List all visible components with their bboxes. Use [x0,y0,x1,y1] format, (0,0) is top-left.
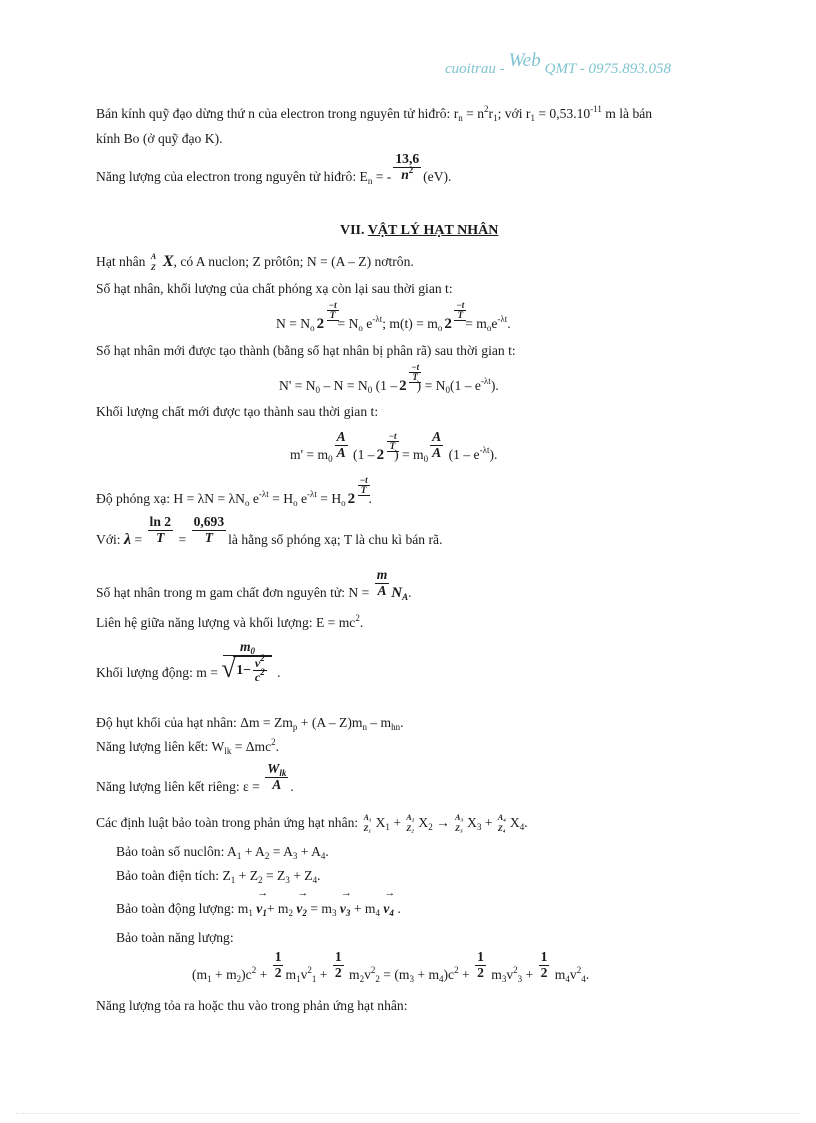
nuclei-count-line: Số hạt nhân trong m gam chất đơn nguyên tử: N = $\frac{m}{A}$ $N_A$. [96,567,412,602]
energy-conservation-equation: $(m_1 + m_2)c^2$ + $\frac{1}{2}$ $m_1v^2_1$ + $\frac{1}{2}$ $m_2v^2_2 = (m_3 + m_4)c^2$ + $\frac{1}{2}$ $m_3v^2_3$ + $\frac{1}{2}$ $m_4v^2_4$. [192,949,590,984]
momentum-conservation: Bảo toàn động lượng: $m_1 \to v_1+ m_2 \to v_2 = m_3 \to v_3 + m_4 \to v_4$ . [116,901,401,917]
energy-conservation: Bảo toàn năng lượng: [116,930,234,945]
decay-constant-line: Với: λ = $\frac{\ln 2}{T}$ = $\frac{0,693}{T}$ là hằng số phóng xạ; T là chu kì bán rã. [96,514,443,548]
new-mass-equation: $m' = m_0$ $\frac{A}{A}$ (1 – 2 −t T ) = $m_0$ $\frac{A}{A}$ $(1 - e_{-\lambda t})$. [290,429,498,464]
nucleon-conservation: Bảo toàn số nuclôn: $A_1 + A_2 = A_3 + A_4$. [116,844,329,861]
page-bottom-rule [16,1113,800,1114]
hydrogen-energy-fraction: $\frac{13,6}{n^2}$ [395,151,420,182]
charge-conservation: Bảo toàn điện tích: $Z_1 + Z_2 = Z_3 + Z_4$. [116,868,321,885]
binding-energy-line: Năng lượng liên kết: $W_{lk} = \Delta mc^2$. [96,737,280,756]
specific-binding-line: Năng lượng liên kết riêng: ε = $\frac{W_{lk}}{A}$ . [96,761,294,794]
new-nuclei-label: Số hạt nhân mới được tạo thành (bằng số hạt nhân bị phân rã) sau thời gian t: [96,343,516,358]
bohr-radius-line: Bán kính quỹ đạo dừng thứ n của electron trong nguyên tử hiđrô: $r_n = n^2r_1$; với $r_1 = 0,53.10^{-11}$ m là bán [96,104,653,123]
reaction-energy-label: Năng lượng tỏa ra hoặc thu vào trong phản ứng hạt nhân: [96,998,408,1013]
decay-count-label: Số hạt nhân, khối lượng của chất phóng xạ còn lại sau thời gian t: [96,281,453,296]
section-title: VII. VẬT LÝ HẠT NHÂN [340,223,499,238]
dynamic-mass-line: Khối lượng động: m = $m_0$ √ 1− $\frac{v^2}{c^2}$ . [96,640,280,684]
nucleus-line: Hạt nhân A Z X, có A nuclon; Z prôtôn; N = (A – Z) nơtrôn. [96,251,414,272]
hydrogen-energy-line: Năng lượng của electron trong nguyên tử hiđrô: $E_n$ = - $\frac{13,6}{n^2}$ (eV). [96,151,452,186]
new-nuclei-equation: $N' = N_0 - N = N_0$ (1 – 2 −t T ) = $N_0(1 - e^{-\lambda t})$. [279,362,499,395]
watermark: cuoitrau - Web QMT - 0975.893.058 [445,50,672,77]
decay-equation: $N = N_o$ 2 −t T = $N_o$ $e^{-\lambda t}$; $m(t) = m_o$ 2 −t T = $m_oe^{-\lambda t}$. [276,300,511,333]
mass-defect-line: Độ hụt khối của hạt nhân: $\Delta m = Zm_p + (A - Z)m_n - m_{hn}$. [96,715,404,732]
mass-energy-line: Liên hệ giữa năng lượng và khối lượng: $E = mc^2$. [96,613,364,630]
new-mass-label: Khối lượng chất mới được tạo thành sau thời gian t: [96,404,379,419]
bohr-radius-line-2: kính Bo (ở quỹ đạo K). [96,131,223,146]
conservation-laws-line: Các định luật bảo toàn trong phản ứng hạt nhân: A₁ Z₁ $X_1$ + A₂ Z₂ $X_2$ → A₃ Z₃ $X_3$ + A₄ Z₄ $X_4$. [96,812,528,833]
activity-line: Độ phóng xạ: $H = \lambda N = \lambda N_o$ $e^{-\lambda t} = H_o$ $e^{-\lambda t} = H_o$ 2 −t T . [96,475,372,508]
